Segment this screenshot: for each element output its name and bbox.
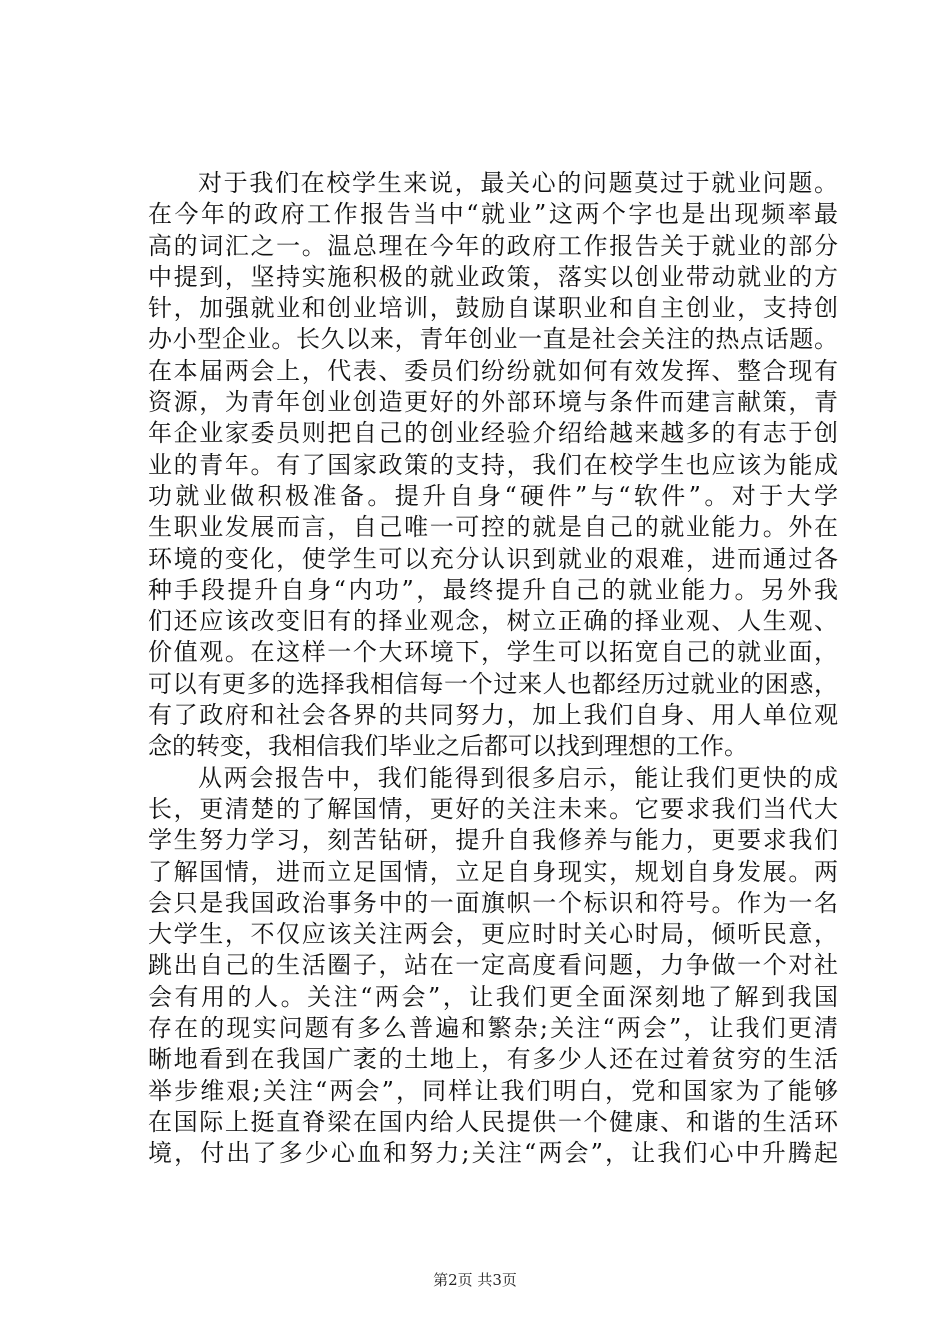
text-line: 高的词汇之一。温总理在今年的政府工作报告关于就业的部分 — [148, 231, 838, 260]
text-line: 存在的现实问题有多么普遍和繁杂;关注“两会”，让我们更清 — [148, 1014, 838, 1043]
text-line: 价值观。在这样一个大环境下，学生可以拓宽自己的就业面， — [148, 638, 838, 667]
text-line: 年企业家委员则把自己的创业经验介绍给越来越多的有志于创 — [148, 419, 838, 448]
text-line: 在本届两会上，代表、委员们纷纷就如何有效发挥、整合现有 — [148, 356, 838, 385]
text-line: 生职业发展而言，自己唯一可控的就是自己的就业能力。外在 — [148, 513, 838, 542]
text-line: 有了政府和社会各界的共同努力，加上我们自身、用人单位观 — [148, 701, 838, 730]
text-line: 对于我们在校学生来说，最关心的问题莫过于就业问题。 — [198, 169, 838, 197]
text-line: 长，更清楚的了解国情，更好的关注未来。它要求我们当代大 — [148, 794, 838, 823]
text-line: 跳出自己的生活圈子，站在一定高度看问题，力争做一个对社 — [148, 951, 838, 980]
text-line: 晰地看到在我国广袤的土地上，有多少人还在过着贫穷的生活 — [148, 1045, 838, 1074]
text-line: 念的转变，我相信我们毕业之后都可以找到理想的工作。 — [148, 732, 748, 761]
document-body — [148, 168, 838, 1170]
text-line: 针，加强就业和创业培训，鼓励自谋职业和自主创业，支持创 — [148, 294, 838, 323]
text-line: 大学生，不仅应该关注两会，更应时时关心时局，倾听民意， — [148, 920, 838, 949]
text-line: 中提到，坚持实施积极的就业政策，落实以创业带动就业的方 — [148, 262, 838, 291]
text-line: 举步维艰;关注“两会”，同样让我们明白，党和国家为了能够 — [148, 1076, 838, 1105]
text-line: 业的青年。有了国家政策的支持，我们在校学生也应该为能成 — [148, 450, 838, 479]
text-line: 种手段提升自身“内功”，最终提升自己的就业能力。另外我 — [148, 575, 838, 604]
text-line: 了解国情，进而立足国情，立足自身现实，规划自身发展。两 — [148, 857, 838, 886]
text-line: 从两会报告中，我们能得到很多启示，能让我们更快的成 — [198, 763, 838, 792]
text-line: 会只是我国政治事务中的一面旗帜一个标识和符号。作为一名 — [148, 888, 838, 917]
text-line: 在今年的政府工作报告当中“就业”这两个字也是出现频率最 — [148, 200, 838, 229]
text-line: 在国际上挺直脊梁在国内给人民提供一个健康、和谐的生活环 — [148, 1107, 838, 1136]
text-line: 学生努力学习，刻苦钻研，提升自我修养与能力，更要求我们 — [148, 826, 838, 855]
text-line: 会有用的人。关注“两会”，让我们更全面深刻地了解到我国 — [148, 982, 838, 1011]
page-footer: 第2页 共3页 — [433, 1271, 517, 1289]
text-line: 们还应该改变旧有的择业观念，树立正确的择业观、人生观、 — [148, 607, 838, 636]
text-line: 功就业做积极准备。提升自身“硬件”与“软件”。对于大学 — [148, 481, 838, 510]
text-line: 环境的变化，使学生可以充分认识到就业的艰难，进而通过各 — [148, 544, 838, 573]
text-line: 可以有更多的选择我相信每一个过来人也都经历过就业的困惑， — [148, 669, 838, 698]
text-line: 资源，为青年创业创造更好的外部环境与条件而建言献策，青 — [148, 388, 838, 417]
text-line: 办小型企业。长久以来，青年创业一直是社会关注的热点话题。 — [148, 325, 838, 354]
text-line: 境，付出了多少心血和努力;关注“两会”，让我们心中升腾起 — [148, 1139, 838, 1168]
